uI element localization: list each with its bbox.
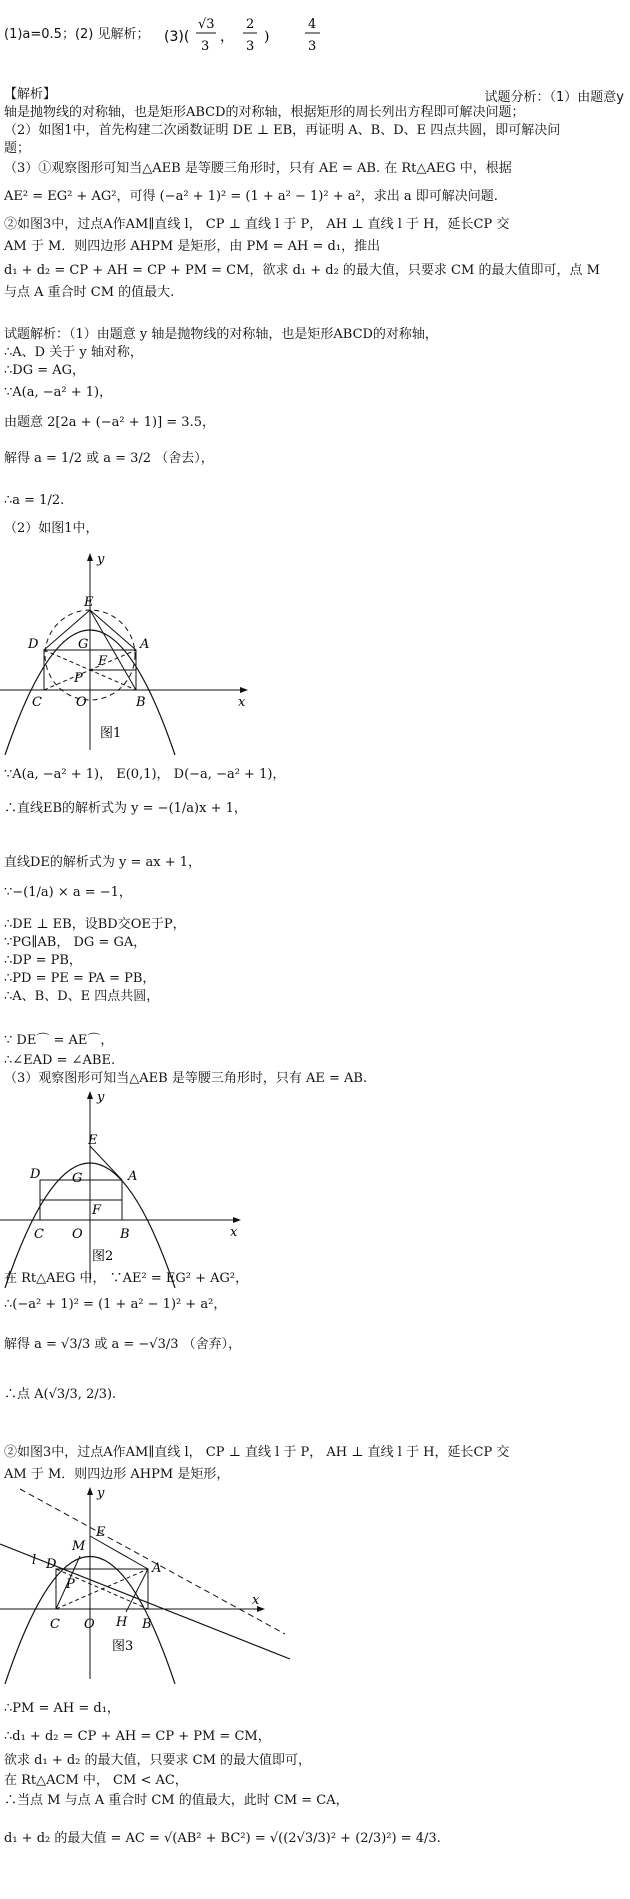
- fig1-label-g: G: [78, 637, 89, 652]
- answer-den3-a: 3: [201, 39, 210, 54]
- figure-1: [0, 550, 260, 755]
- fig1-label-b: B: [136, 695, 146, 710]
- analysis-line-3: （3）①观察图形可知当△AEB 是等腰三角形时，只有 AE = AB. 在 Rt△AEG 中，根据: [4, 161, 512, 176]
- fig3-label-h: H: [116, 1615, 128, 1630]
- solution-line-1: 试题解析：（1）由题意 y 轴是抛物线的对称轴，也是矩形ABCD的对称轴，: [4, 327, 438, 342]
- solution-line-16: ∴PD = PE = PA = PB，: [4, 971, 156, 986]
- answer-part3-prefix: (3)(: [164, 29, 190, 45]
- fig3-label-c: C: [50, 1617, 60, 1632]
- solution-line-11: 直线DE的解析式为 y = ax + 1，: [4, 855, 202, 870]
- fig2-label-g: G: [72, 1171, 83, 1186]
- analysis-line-8: 与点 A 重合时 CM 的值最大.: [4, 285, 175, 300]
- solution-line-12: ∵−(1/a) × a = −1，: [4, 885, 132, 900]
- fig3-label-b: B: [142, 1617, 152, 1632]
- fig2-label-x: x: [230, 1225, 238, 1240]
- solution-line-2: ∴A、D 关于 y 轴对称，: [4, 345, 143, 360]
- solution-line-19: ∴∠EAD = ∠ABE.: [4, 1053, 116, 1068]
- y-axis-arrow-icon: [87, 1091, 93, 1099]
- figure-2: [0, 1088, 250, 1288]
- solution-line-25: ②如图3中，过点A作AM∥直线 l， CP ⊥ 直线 l 于 P， AH ⊥ 直线 l 于 H，延长CP 交: [4, 1445, 510, 1460]
- fig2-label-o: O: [72, 1227, 83, 1242]
- fig3-label-d: D: [46, 1557, 57, 1572]
- solution-line-29: 欲求 d₁ + d₂ 的最大值，只要求 CM 的最大值即可，: [4, 1753, 312, 1768]
- x-axis-arrow-icon: [233, 1217, 241, 1223]
- solution-line-24: ∴点 A(√3/3, 2/3).: [4, 1387, 117, 1402]
- fig1-label-c: C: [32, 695, 42, 710]
- solution-line-14: ∵PG∥AB， DG = GA，: [4, 935, 147, 950]
- fig2-label-a: A: [128, 1169, 138, 1184]
- solution-line-8: （2）如图1中，: [4, 521, 99, 536]
- analysis-line-4: AE² = EG² + AG²，可得 (−a² + 1)² = (1 + a² − 1)² + a²，求出 a 即可解决问题.: [4, 189, 498, 204]
- figure-3: [0, 1484, 300, 1684]
- answer-sqrt3: √3: [198, 17, 215, 32]
- fig3-label-o: O: [84, 1617, 95, 1632]
- solution-line-4: ∵A(a, −a² + 1)，: [4, 385, 113, 400]
- analysis-line-2: （2）如图1中，首先构建二次函数证明 DE ⊥ EB，再证明 A、B、D、E 四点共圆，即可解决问: [4, 123, 561, 138]
- solution-line-17: ∴A、B、D、E 四点共圆，: [4, 989, 160, 1004]
- fig2-label-e: E: [88, 1133, 98, 1148]
- fig2-label-d: D: [30, 1167, 41, 1182]
- answer-den3-c: 3: [308, 39, 317, 54]
- solution-line-3: ∴DG = AG，: [4, 363, 86, 378]
- solution-line-10: ∴直线EB的解析式为 y = −(1/a)x + 1，: [4, 801, 247, 816]
- fig1-label-o: O: [76, 695, 87, 710]
- solution-line-26: AM 于 M．则四边形 AHPM 是矩形，: [4, 1467, 230, 1482]
- solution-line-13: ∴DE ⊥ EB，设BD交OE于P，: [4, 917, 186, 932]
- fig1-label-a: A: [140, 637, 150, 652]
- answer-fractions: [160, 8, 300, 58]
- y-axis-arrow-icon: [87, 1487, 93, 1495]
- solution-line-22: ∴(−a² + 1)² = (1 + a² − 1)² + a²，: [4, 1297, 227, 1312]
- y-axis-arrow-icon: [87, 553, 93, 561]
- fig1-label-x: x: [238, 695, 246, 710]
- fig1-label-e: E: [84, 595, 94, 610]
- fig1-label-y: y: [97, 552, 105, 567]
- answer-comma: ，: [220, 29, 234, 45]
- fig1-label-d: D: [28, 637, 39, 652]
- fig3-caption: 图3: [112, 1639, 134, 1654]
- solution-line-31: ∴当点 M 与点 A 重合时 CM 的值最大，此时 CM = CA，: [4, 1793, 349, 1808]
- analysis-line-7: d₁ + d₂ = CP + AH = CP + PM = CM，欲求 d₁ + d₂ 的最大值，只要求 CM 的最大值即可，点 M: [4, 263, 600, 278]
- fig1-label-p: P: [74, 671, 83, 686]
- fig3-label-m: M: [72, 1539, 86, 1554]
- solution-line-30: 在 Rt△ACM 中， CM < AC，: [4, 1773, 188, 1788]
- fig2-label-f: F: [92, 1203, 102, 1218]
- fig2-caption: 图2: [92, 1249, 114, 1264]
- solution-line-20: （3）观察图形可知当△AEB 是等腰三角形时，只有 AE = AB.: [4, 1071, 368, 1086]
- analysis-line-5: ②如图3中，过点A作AM∥直线 l， CP ⊥ 直线 l 于 P， AH ⊥ 直线 l 于 H，延长CP 交: [4, 217, 510, 232]
- answer-line: [4, 26, 150, 44]
- analysis-right-label: 试题分析：（1）由题意y: [484, 90, 624, 105]
- fig3-label-e: E: [96, 1525, 106, 1540]
- fig2-label-b: B: [120, 1227, 130, 1242]
- solution-line-7: ∴a = 1/2.: [4, 493, 65, 508]
- answer-4-3: [300, 8, 330, 58]
- solution-line-15: ∴DP = PB，: [4, 953, 82, 968]
- analysis-line-6: AM 于 M．则四边形 AHPM 是矩形，由 PM = AH = d₁，推出: [4, 239, 381, 254]
- fig1-label-f: F: [98, 654, 108, 669]
- analysis-line-2b: 题；: [4, 141, 31, 156]
- x-axis-arrow-icon: [240, 687, 248, 693]
- fig3-label-l: l: [32, 1553, 37, 1568]
- answer-close: ): [264, 29, 270, 45]
- fig3-label-x: x: [252, 1593, 260, 1608]
- solution-line-27: ∴PM = AH = d₁，: [4, 1701, 120, 1716]
- fig2-label-y: y: [97, 1090, 105, 1105]
- fig2-label-c: C: [34, 1227, 44, 1242]
- answer-two: 2: [246, 17, 255, 32]
- solution-line-28: ∴d₁ + d₂ = CP + AH = CP + PM = CM，: [4, 1729, 271, 1744]
- fig3-label-a: A: [152, 1561, 162, 1576]
- answer-part1: (1)a=0.5；(2) 见解析；: [4, 27, 150, 42]
- solution-line-18: ∵ DE⌒ = AE⌒，: [4, 1033, 114, 1048]
- solution-line-5: 由题意 2[2a + (−a² + 1)] = 3.5，: [4, 415, 215, 430]
- answer-den3-b: 3: [246, 39, 255, 54]
- analysis-tag: 【解析】: [4, 87, 57, 102]
- analysis-line-1: 轴是抛物线的对称轴，也是矩形ABCD的对称轴，根据矩形的周长列出方程即可解决问题；: [4, 105, 525, 120]
- fig3-label-p: P: [66, 1577, 75, 1592]
- fig1-caption: 图1: [100, 726, 122, 741]
- solution-line-21: 在 Rt△AEG 中， ∵AE² = EG² + AG²，: [4, 1271, 249, 1286]
- answer-four: 4: [308, 17, 317, 32]
- line-l: [0, 1544, 290, 1659]
- solution-line-23: 解得 a = √3/3 或 a = −√3/3 （舍弃），: [4, 1337, 242, 1352]
- solution-line-32: d₁ + d₂ 的最大值 = AC = √(AB² + BC²) = √((2√3/3)² + (2/3)²) = 4/3.: [4, 1831, 441, 1846]
- fig3-label-y: y: [97, 1486, 105, 1501]
- solution-line-6: 解得 a = 1/2 或 a = 3/2 （舍去），: [4, 451, 214, 466]
- solution-line-9: ∵A(a, −a² + 1)， E(0,1)， D(−a, −a² + 1)，: [4, 767, 286, 782]
